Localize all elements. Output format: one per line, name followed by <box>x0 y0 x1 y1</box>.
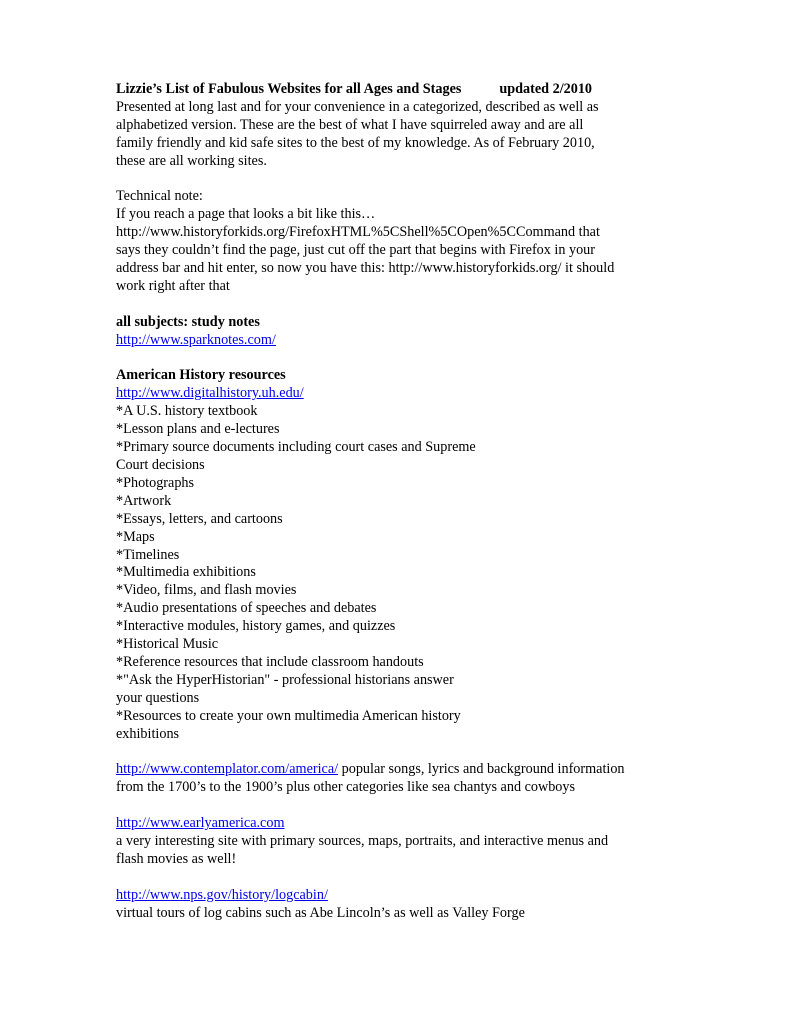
earlyamerica-link[interactable]: http://www.earlyamerica.com <box>116 815 285 832</box>
list-item: *A U.S. history textbook <box>116 403 258 420</box>
list-item: *Multimedia exhibitions <box>116 564 256 581</box>
earlyamerica-description-line: a very interesting site with primary sources, maps, portraits, and interactive menus and <box>116 832 609 849</box>
technical-note-line: If you reach a page that looks a bit like this… <box>116 206 376 223</box>
list-item: exhibitions <box>116 725 180 742</box>
sparknotes-link[interactable]: http://www.sparknotes.com/ <box>116 331 276 348</box>
document-title-line <box>116 81 716 99</box>
technical-note <box>116 188 716 295</box>
list-item: *Video, films, and flash movies <box>116 582 297 599</box>
intro-line: alphabetized version. These are the best of what I have squirreled away and are all <box>116 116 584 133</box>
list-item: *Primary source documents including court cases and Supreme <box>116 439 476 456</box>
spacer <box>116 350 716 368</box>
digitalhistory-link[interactable]: http://www.digitalhistory.uh.edu/ <box>116 385 304 402</box>
logcabin-description: virtual tours of log cabins such as Abe Lincoln’s as well as Valley Forge <box>116 904 525 921</box>
contemplator-link[interactable]: http://www.contemplator.com/america/ <box>116 761 339 778</box>
earlyamerica-description-line: flash movies as well! <box>116 850 237 867</box>
list-item: *Historical Music <box>116 636 219 653</box>
list-item: Court decisions <box>116 456 205 473</box>
contemplator-description-line: from the 1700’s to the 1900’s plus other categories like sea chantys and cowboys <box>116 779 576 796</box>
technical-note-line: work right after that <box>116 277 230 294</box>
technical-note-line: address bar and hit enter, so now you have this: http://www.historyforkids.org/ it should <box>116 260 615 277</box>
list-item: *Reference resources that include classroom handouts <box>116 653 424 670</box>
updated-date: updated 2/2010 <box>499 81 593 97</box>
spacer <box>116 171 716 189</box>
earlyamerica-section <box>116 815 716 869</box>
list-item: *Photographs <box>116 474 195 491</box>
list-item: *Lesson plans and e-lectures <box>116 421 280 438</box>
spacer <box>116 296 716 314</box>
intro-line: family friendly and kid safe sites to the best of my knowledge. As of February 2010, <box>116 134 595 151</box>
technical-note-heading: Technical note: <box>116 188 203 205</box>
list-item: *Timelines <box>116 546 180 563</box>
american-history-section <box>116 367 716 743</box>
contemplator-section <box>116 761 716 797</box>
list-item: *"Ask the HyperHistorian" - professional historians answer <box>116 671 454 688</box>
spacer <box>116 797 716 815</box>
spacer <box>116 743 716 761</box>
list-item: *Artwork <box>116 492 172 509</box>
american-history-heading: American History resources <box>116 367 286 384</box>
contemplator-description: popular songs, lyrics and background information <box>338 761 625 778</box>
list-item: *Interactive modules, history games, and quizzes <box>116 618 396 635</box>
technical-note-line: says they couldn’t find the page, just cut off the part that begins with Firefox in your <box>116 242 596 259</box>
study-notes-section <box>116 314 716 350</box>
intro-paragraph <box>116 99 716 171</box>
technical-note-line: http://www.historyforkids.org/FirefoxHTML%5CShell%5COpen%5CCommand that <box>116 224 600 241</box>
document-title: Lizzie’s List of Fabulous Websites for all Ages and Stages <box>116 81 462 97</box>
logcabin-section <box>116 887 716 923</box>
intro-line: these are all working sites. <box>116 152 267 169</box>
intro-line: Presented at long last and for your convenience in a categorized, described as well as <box>116 98 599 115</box>
list-item: *Essays, letters, and cartoons <box>116 510 283 527</box>
list-item: *Maps <box>116 528 155 545</box>
spacer <box>116 869 716 887</box>
list-item: your questions <box>116 689 200 706</box>
logcabin-link[interactable]: http://www.nps.gov/history/logcabin/ <box>116 886 328 903</box>
list-item: *Resources to create your own multimedia American history <box>116 707 461 724</box>
document-page <box>116 81 716 923</box>
list-item: *Audio presentations of speeches and debates <box>116 600 377 617</box>
study-notes-heading: all subjects: study notes <box>116 313 260 330</box>
